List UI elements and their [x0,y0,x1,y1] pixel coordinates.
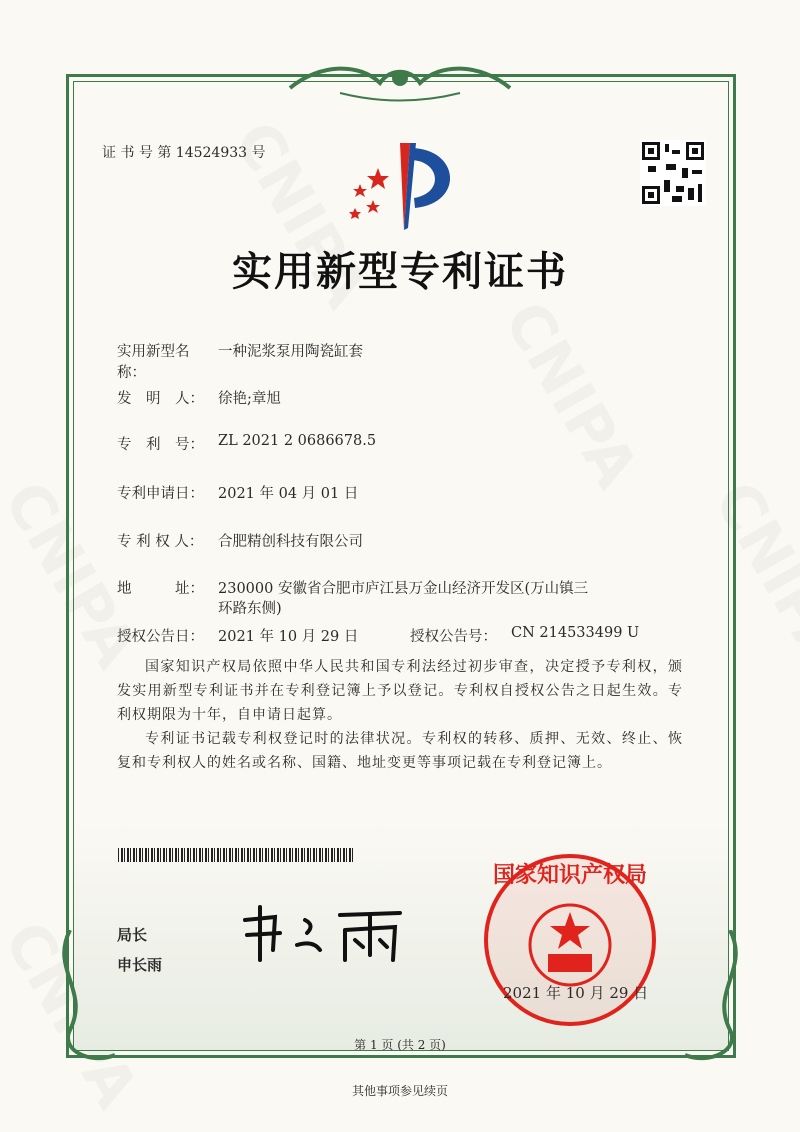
field-value: ZL 2021 2 0686678.5 [218,433,377,449]
field-label: 专 利 权 人： [117,534,204,550]
field-value: 2021 年 10 月 29 日 [218,629,359,645]
director-name: 申长雨 [117,956,163,974]
field-patentee [117,530,363,551]
field-address [117,577,589,617]
field-value: 合肥精创科技有限公司 [218,534,363,550]
field-value: 徐艳;章旭 [218,391,281,407]
field-value: 230000 安徽省合肥市庐江县万金山经济开发区(万山镇三 [218,581,589,597]
director-title: 局长 [117,926,148,944]
field-label: 专 利 号： [117,437,204,453]
paragraph: 国家知识产权局依照中华人民共和国专利法经过初步审查，决定授予专利权，颁发实用新型专利证书并在专利登记簿上予以登记。专利权自授权公告之日起生效。专利权期限为十年，自申请日起算。 [117,659,683,723]
field-grant-date [117,625,359,646]
field-value: CN 214533499 U [511,625,640,641]
field-label: 专利申请日： [117,486,204,502]
barcode [118,848,354,862]
seal-date: 2021 年 10 月 29 日 [503,984,649,1002]
official-seal [480,850,660,1030]
field-label: 地 址： [117,581,204,597]
continuation-note: 其他事项参见续页 [351,1084,448,1098]
director-signature [235,905,415,965]
page-footer: 第 1 页 (共 2 页) [354,1038,446,1052]
field-value-line2: 环路东侧) [218,601,282,617]
field-label: 授权公告日： [117,629,204,645]
field-label: 发 明 人： [117,391,204,407]
field-utility-model-name [117,340,363,382]
page-title: 实用新型专利证书 [232,248,568,295]
field-inventor [117,387,281,408]
paragraph: 专利证书记载专利权登记时的法律状况。专利权的转移、质押、无效、终止、恢复和专利权人的姓名或名称、国籍、地址变更等事项记载在专利登记簿上。 [117,731,683,771]
field-announcement-number [410,625,640,646]
director-block [117,920,162,980]
field-patent-number [117,433,377,454]
certificate-text [117,655,683,775]
seal-text: 国家知识产权局 [492,863,648,888]
field-value: 一种泥浆泵用陶瓷缸套 [218,344,363,360]
top-ornament-icon [280,58,520,108]
certificate-number: 证 书 号 第 14524933 号 [102,145,266,161]
field-value: 2021 年 04 月 01 日 [218,486,359,502]
field-application-date [117,482,359,503]
field-label: 实用新型名称： [117,344,190,381]
qr-code-icon [640,140,706,206]
cnipa-logo-icon [340,138,465,233]
field-label: 授权公告号： [410,629,497,645]
